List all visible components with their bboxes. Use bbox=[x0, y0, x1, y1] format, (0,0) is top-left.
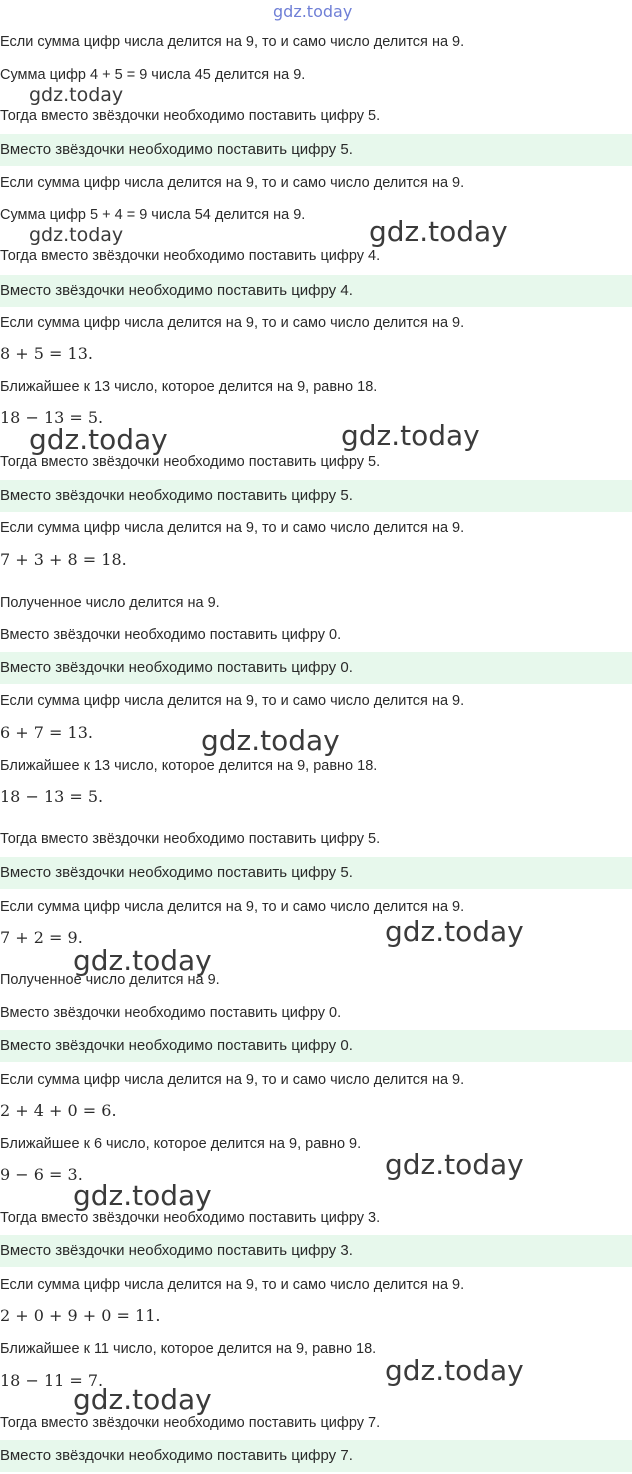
watermark: gdz.today bbox=[385, 915, 524, 948]
sum-line: Сумма цифр 5 + 4 = 9 числа 54 делится на 9. bbox=[0, 207, 306, 223]
conclusion-line: Тогда вместо звёздочки необходимо поставить цифру 5. bbox=[0, 831, 381, 847]
answer-highlight bbox=[0, 275, 632, 307]
watermark: gdz.today bbox=[29, 224, 124, 246]
conclusion-line: Тогда вместо звёздочки необходимо поставить цифру 4. bbox=[0, 248, 381, 264]
rule-line: Если сумма цифр числа делится на 9, то и само число делится на 9. bbox=[0, 520, 465, 536]
nearest-line: Ближайшее к 11 число, которое делится на 9, равно 18. bbox=[0, 1341, 377, 1357]
sum-line: Сумма цифр 4 + 5 = 9 числа 45 делится на 9. bbox=[0, 67, 306, 83]
answer-highlight bbox=[0, 134, 632, 166]
equation-line: 2 + 4 + 0 = 6. bbox=[0, 1101, 117, 1120]
equation-line: 6 + 7 = 13. bbox=[0, 723, 93, 742]
equation-line: 2 + 0 + 9 + 0 = 11. bbox=[0, 1306, 161, 1325]
watermark: gdz.today bbox=[341, 419, 480, 452]
rule-line: Если сумма цифр числа делится на 9, то и само число делится на 9. bbox=[0, 175, 465, 191]
rule-line: Если сумма цифр числа делится на 9, то и само число делится на 9. bbox=[0, 1072, 465, 1088]
watermark: gdz.today bbox=[385, 1354, 524, 1387]
answer-text: Вместо звёздочки необходимо поставить цифру 5. bbox=[0, 487, 353, 504]
watermark: gdz.today bbox=[73, 944, 212, 977]
nearest-line: Ближайшее к 6 число, которое делится на 9, равно 9. bbox=[0, 1136, 362, 1152]
answer-text: Вместо звёздочки необходимо поставить цифру 5. bbox=[0, 141, 353, 158]
rule-line: Если сумма цифр числа делится на 9, то и само число делится на 9. bbox=[0, 1277, 465, 1293]
watermark: gdz.today bbox=[73, 1383, 212, 1416]
watermark: gdz.today bbox=[73, 1179, 212, 1212]
conclusion-line: Тогда вместо звёздочки необходимо поставить цифру 5. bbox=[0, 108, 381, 124]
answer-highlight bbox=[0, 1030, 632, 1062]
answer-highlight bbox=[0, 652, 632, 684]
answer-text: Вместо звёздочки необходимо поставить цифру 4. bbox=[0, 282, 353, 299]
equation-line: 9 − 6 = 3. bbox=[0, 1165, 83, 1184]
answer-text: Вместо звёздочки необходимо поставить цифру 7. bbox=[0, 1447, 353, 1464]
answer-highlight bbox=[0, 480, 632, 512]
watermark: gdz.today bbox=[369, 215, 508, 248]
answer-highlight bbox=[0, 857, 632, 889]
answer-text: Вместо звёздочки необходимо поставить цифру 0. bbox=[0, 659, 353, 676]
nearest-line: Ближайшее к 13 число, которое делится на 9, равно 18. bbox=[0, 758, 378, 774]
conclusion-line: Вместо звёздочки необходимо поставить цифру 0. bbox=[0, 1005, 342, 1021]
equation-line: 8 + 5 = 13. bbox=[0, 344, 93, 363]
watermark-top: gdz.today bbox=[273, 2, 353, 21]
watermark: gdz.today bbox=[29, 423, 168, 456]
result-line: Полученное число делится на 9. bbox=[0, 595, 220, 611]
rule-line: Если сумма цифр числа делится на 9, то и само число делится на 9. bbox=[0, 315, 465, 331]
rule-line: Если сумма цифр числа делится на 9, то и само число делится на 9. bbox=[0, 34, 465, 50]
conclusion-line: Тогда вместо звёздочки необходимо поставить цифру 7. bbox=[0, 1415, 381, 1431]
nearest-line: Ближайшее к 13 число, которое делится на 9, равно 18. bbox=[0, 379, 378, 395]
watermark: gdz.today bbox=[29, 84, 124, 106]
equation-line: 18 − 11 = 7. bbox=[0, 1371, 104, 1390]
conclusion-line: Вместо звёздочки необходимо поставить цифру 0. bbox=[0, 627, 342, 643]
answer-text: Вместо звёздочки необходимо поставить цифру 3. bbox=[0, 1242, 353, 1259]
answer-highlight bbox=[0, 1440, 632, 1472]
equation-line: 7 + 2 = 9. bbox=[0, 928, 83, 947]
watermark: gdz.today bbox=[201, 724, 340, 757]
answer-highlight bbox=[0, 1235, 632, 1267]
answer-text: Вместо звёздочки необходимо поставить цифру 5. bbox=[0, 864, 353, 881]
watermark: gdz.today bbox=[385, 1148, 524, 1181]
result-line: Полученное число делится на 9. bbox=[0, 972, 220, 988]
answer-text: Вместо звёздочки необходимо поставить цифру 0. bbox=[0, 1037, 353, 1054]
rule-line: Если сумма цифр числа делится на 9, то и само число делится на 9. bbox=[0, 693, 465, 709]
equation-line: 18 − 13 = 5. bbox=[0, 787, 104, 806]
rule-line: Если сумма цифр числа делится на 9, то и само число делится на 9. bbox=[0, 899, 465, 915]
equation-line: 7 + 3 + 8 = 18. bbox=[0, 550, 127, 569]
conclusion-line: Тогда вместо звёздочки необходимо поставить цифру 5. bbox=[0, 454, 381, 470]
equation-line: 18 − 13 = 5. bbox=[0, 408, 104, 427]
conclusion-line: Тогда вместо звёздочки необходимо поставить цифру 3. bbox=[0, 1210, 381, 1226]
